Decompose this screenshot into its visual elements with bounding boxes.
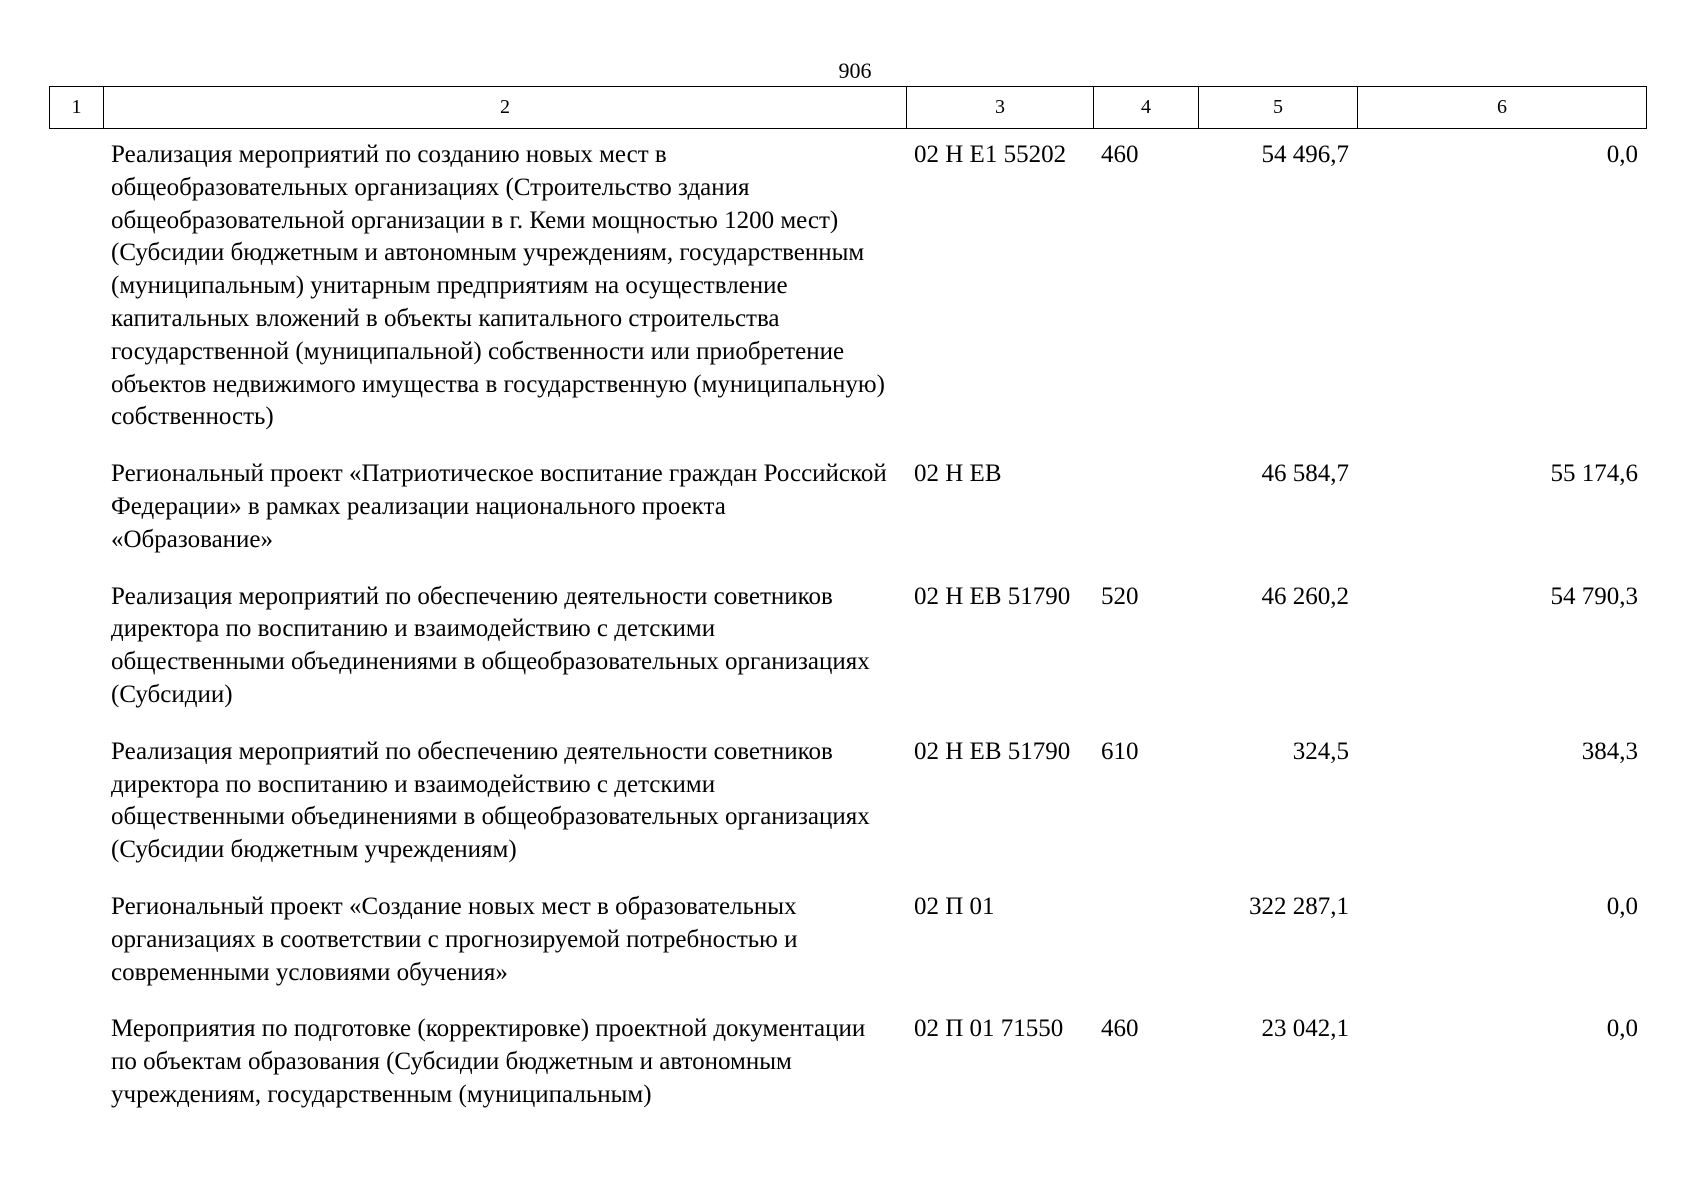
row-col-1 bbox=[49, 573, 103, 728]
table-row bbox=[49, 131, 1646, 450]
row-value-6: 55 174,6 bbox=[1550, 460, 1638, 488]
row-value-5: 46 260,2 bbox=[1261, 582, 1349, 610]
row-code: 02 П 01 71550 bbox=[914, 1015, 1064, 1043]
row-type bbox=[1093, 883, 1198, 1005]
row-type: 610 bbox=[1101, 737, 1139, 765]
table-row bbox=[49, 1005, 1646, 1127]
header-col-4: 4 bbox=[1094, 87, 1199, 129]
row-type: 460 bbox=[1101, 141, 1139, 168]
row-col-1 bbox=[49, 728, 103, 883]
row-name: Мероприятия по подготовке (корректировке) проектной документации по объектам образования (Субсидии бюджетным и автономным учреждениям, государственным (муниципальным) bbox=[111, 1015, 866, 1108]
row-value-5: 324,5 bbox=[1292, 737, 1349, 765]
row-name: Реализация мероприятий по обеспечению деятельности советников директора по воспитанию и взаимодействию с детскими общественными объединениями в общеобразовательных организациях (Субсидии бюджетным учреждениям) bbox=[111, 737, 870, 864]
header-row bbox=[50, 87, 1647, 129]
row-col-1 bbox=[49, 131, 103, 450]
budget-table bbox=[49, 131, 1646, 1128]
row-code: 02 П 01 bbox=[914, 892, 995, 920]
table-row bbox=[49, 573, 1646, 728]
row-type: 520 bbox=[1101, 582, 1139, 610]
row-code: 02 Н Е1 55202 bbox=[914, 141, 1067, 168]
header-col-2: 2 bbox=[104, 87, 907, 129]
row-value-6: 0,0 bbox=[1606, 1015, 1638, 1043]
row-value-6: 0,0 bbox=[1606, 892, 1638, 920]
row-name: Региональный проект «Создание новых мест в образовательных организациях в соответствии с прогнозируемой потребностью и современными условиями обучения» bbox=[111, 892, 798, 986]
row-code: 02 Н ЕВ 51790 bbox=[914, 582, 1071, 610]
header-col-6: 6 bbox=[1358, 87, 1647, 129]
header-col-5: 5 bbox=[1199, 87, 1358, 129]
row-code: 02 Н ЕВ bbox=[914, 460, 1002, 488]
row-type bbox=[1093, 450, 1198, 572]
row-value-5: 54 496,7 bbox=[1261, 141, 1349, 168]
row-name: Региональный проект «Патриотическое воспитание граждан Российской Федерации» в рамках реализации национального проекта «Образование» bbox=[111, 460, 887, 553]
row-value-5: 23 042,1 bbox=[1261, 1015, 1349, 1043]
table-row bbox=[49, 728, 1646, 883]
row-value-6: 0,0 bbox=[1606, 141, 1638, 168]
row-code: 02 Н ЕВ 51790 bbox=[914, 737, 1071, 765]
row-value-5: 46 584,7 bbox=[1261, 460, 1349, 488]
row-name: Реализация мероприятий по созданию новых мест в общеобразовательных организациях (Строительство здания общеобразовательной организации в г. Кеми мощностью 1200 мест) (Субсидии бюджетным и автономным учреждениям, государственным (муниципальным) унитарным предприятиям на осуществление капитальных вложений в объекты капитального строительства государственной (муниципальной) собственности или приобретение объектов недвижимого имущества в государственную (муниципальную) собственность) bbox=[111, 141, 885, 431]
row-value-5: 322 287,1 bbox=[1249, 892, 1349, 920]
table-row bbox=[49, 883, 1646, 1005]
page-number: 906 bbox=[838, 58, 872, 83]
header-col-3: 3 bbox=[907, 87, 1094, 129]
row-value-6: 384,3 bbox=[1581, 737, 1638, 765]
row-type: 460 bbox=[1101, 1015, 1139, 1043]
row-name: Реализация мероприятий по обеспечению деятельности советников директора по воспитанию и взаимодействию с детскими общественными объединениями в общеобразовательных организациях (Субсидии) bbox=[111, 582, 870, 708]
header-col-1: 1 bbox=[50, 87, 104, 129]
row-col-1 bbox=[49, 1005, 103, 1127]
column-number-header bbox=[49, 86, 1647, 129]
table-row bbox=[49, 450, 1646, 572]
row-value-6: 54 790,3 bbox=[1550, 582, 1638, 610]
row-col-1 bbox=[49, 450, 103, 572]
row-col-1 bbox=[49, 883, 103, 1005]
